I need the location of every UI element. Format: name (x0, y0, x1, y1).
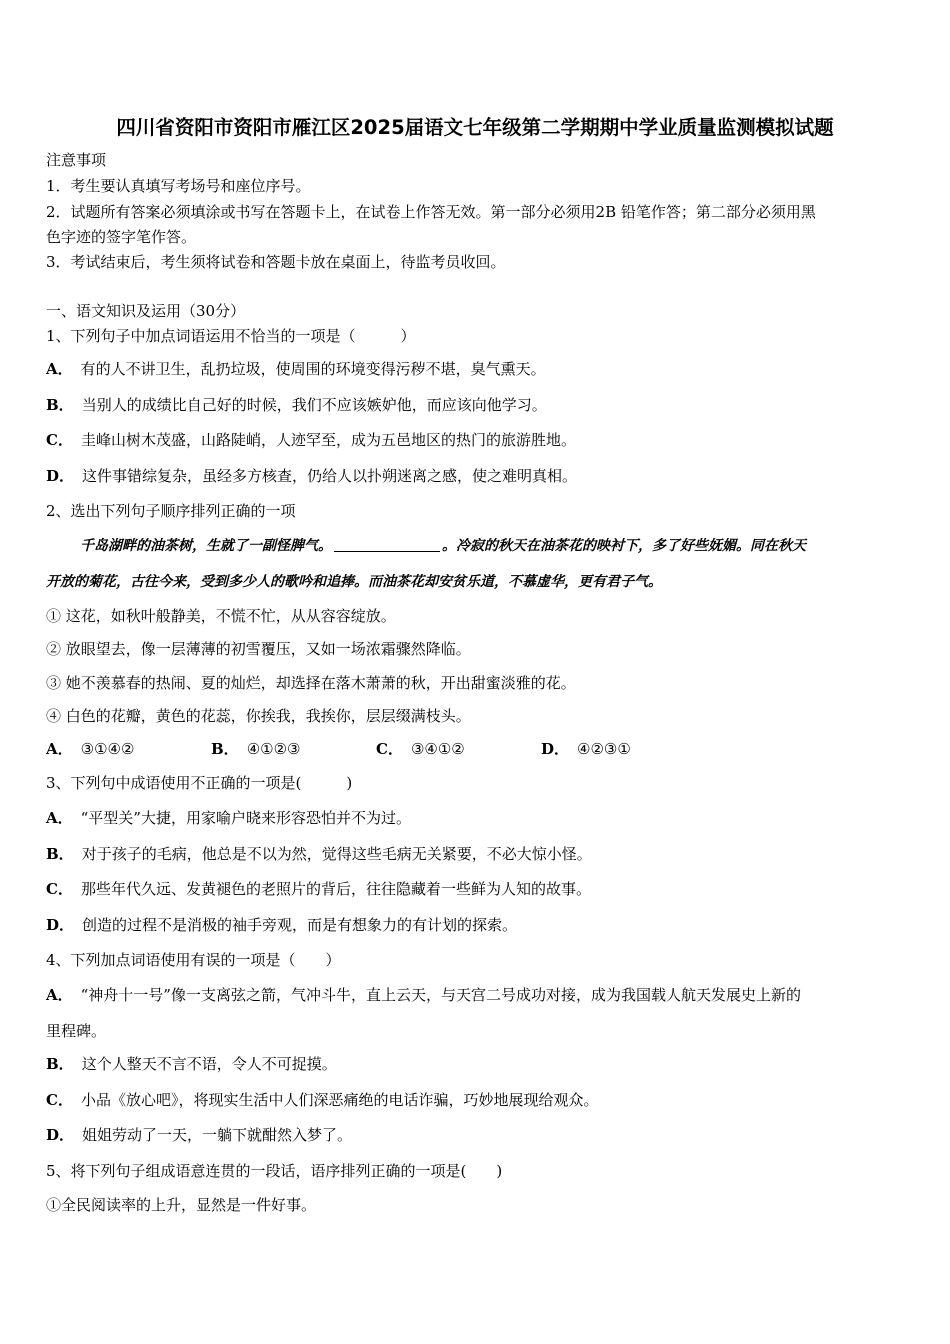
option-label: A． (46, 809, 73, 827)
q2-sentence-1: ① 这花，如秋叶般静美，不慌不忙，从从容容绽放。 (46, 607, 396, 625)
q5-stem: 5、将下列句子组成语意连贯的一段话，语序排列正确的一项是( ) (46, 1162, 503, 1180)
q4-option-a (46, 985, 801, 1005)
q4-option-d (46, 1125, 352, 1145)
q4-option-b (46, 1054, 337, 1074)
passage-part-b: 。冷寂的秋天在油茶花的映衬下，多了好些妩媚。同在秋天 (442, 538, 806, 554)
option-text: 那些年代久远、发黄褪色的老照片的背后，往往隐藏着一些鲜为人知的故事。 (80, 880, 591, 898)
passage-part-a: 千岛湖畔的油茶树，生就了一副怪脾气。 (80, 538, 332, 554)
q3-option-d (46, 915, 517, 935)
option-label: A． (46, 740, 73, 758)
notice-item-2: 2．试题所有答案必须填涂或书写在答题卡上，在试卷上作答无效。第一部分必须用2B 铅笔作答；第二部分必须用黑 (46, 203, 816, 221)
option-text: 这件事错综复杂，虽经多方核查，仍给人以扑朔迷离之感，使之难明真相。 (82, 467, 578, 485)
option-text: ④②③① (577, 740, 631, 758)
q2-sentence-4: ④ 白色的花瓣，黄色的花蕊，你挨我，我挨你，层层缀满枝头。 (46, 707, 471, 725)
option-text: 对于孩子的毛病，他总是不以为然，觉得这些毛病无关紧要，不必大惊小怪。 (81, 845, 592, 863)
option-text: ④①②③ (246, 740, 301, 758)
option-text: ③①④② (80, 740, 135, 758)
option-label: C． (46, 880, 73, 898)
q2-sentence-3: ③ 她不羡慕春的热闹、夏的灿烂，却选择在落木萧萧的秋，开出甜蜜淡雅的花。 (46, 674, 576, 692)
q1-option-b (46, 395, 547, 415)
q3-option-a (46, 808, 411, 828)
option-text: 当别人的成绩比自己好的时候，我们不应该嫉妒他，而应该向他学习。 (81, 396, 547, 414)
option-label: D． (46, 467, 75, 485)
q3-stem: 3、下列句中成语使用不正确的一项是( ) (46, 774, 353, 792)
q1-option-d (46, 466, 577, 486)
notice-item-2-cont: 色字迹的签字笔作答。 (46, 228, 197, 246)
option-label: C． (46, 1091, 73, 1109)
q5-sentence-1: ①全民阅读率的上升，显然是一件好事。 (46, 1196, 317, 1214)
q2-passage-line-1 (80, 536, 806, 556)
q4-stem: 4、下列加点词语使用有误的一项是（ ） (46, 951, 341, 969)
option-label: B． (211, 740, 239, 758)
q2-option-a (46, 739, 211, 759)
option-label: D． (46, 916, 75, 934)
option-label: B． (46, 396, 74, 414)
q2-option-d (541, 739, 706, 759)
notice-item-1: 1．考生要认真填写考场号和座位序号。 (46, 177, 311, 195)
option-label: C． (46, 431, 73, 449)
q3-option-b (46, 844, 592, 864)
option-text: ③④①② (410, 740, 465, 758)
option-label: B． (46, 1055, 74, 1073)
q3-option-c (46, 879, 591, 899)
option-label: C． (376, 740, 403, 758)
q2-sentence-2: ② 放眼望去，像一层薄薄的初雪覆压，又如一场浓霜骤然降临。 (46, 640, 471, 658)
q2-options (46, 739, 706, 759)
section-heading: 一、语文知识及运用（30分） (46, 302, 246, 320)
option-text: 这个人整天不言不语，令人不可捉摸。 (81, 1055, 337, 1073)
option-label: D． (46, 1126, 75, 1144)
q1-stem: 1、下列句子中加点词语运用不恰当的一项是（ ） (46, 327, 416, 345)
option-text: 有的人不讲卫生，乱扔垃圾，使周围的环境变得污秽不堪，臭气熏天。 (80, 360, 546, 378)
q2-passage-line-2: 开放的菊花，古往今来，受到多少人的歌吟和追捧。而油茶花却安贫乐道，不慕虚华，更有君子气。 (46, 574, 662, 590)
notice-item-3: 3．考试结束后，考生须将试卷和答题卡放在桌面上，待监考员收回。 (46, 253, 506, 271)
option-text: 创造的过程不是消极的袖手旁观，而是有想象力的有计划的探索。 (82, 916, 518, 934)
option-text: 姐姐劳动了一天，一躺下就酣然入梦了。 (82, 1126, 353, 1144)
option-text: 小品《放心吧》，将现实生活中人们深恶痛绝的电话诈骗，巧妙地展现给观众。 (80, 1091, 599, 1109)
q1-option-c (46, 430, 576, 450)
q2-option-b (211, 739, 376, 759)
option-text: 圭峰山树木茂盛，山路陡峭，人迹罕至，成为五邑地区的热门的旅游胜地。 (80, 431, 576, 449)
page-title: 四川省资阳市资阳市雁江区2025届语文七年级第二学期期中学业质量监测模拟试题 (116, 116, 834, 139)
option-label: B． (46, 845, 74, 863)
option-text: “神舟十一号”像一支离弦之箭，气冲斗牛，直上云天，与天宫二号成功对接，成为我国载人航天发展史上新的 (80, 986, 801, 1004)
option-text: “平型关”大捷，用家喻户晓来形容恐怕并不为过。 (80, 809, 411, 827)
fill-blank (334, 537, 440, 552)
option-label: A． (46, 360, 73, 378)
q1-option-a (46, 359, 546, 379)
q2-stem: 2、选出下列句子顺序排列正确的一项 (46, 502, 296, 520)
option-label: D． (541, 740, 570, 758)
notice-heading: 注意事项 (46, 151, 107, 169)
q2-option-c (376, 739, 541, 759)
q4-option-a-cont: 里程碑。 (46, 1022, 107, 1040)
q4-option-c (46, 1090, 598, 1110)
option-label: A． (46, 986, 73, 1004)
